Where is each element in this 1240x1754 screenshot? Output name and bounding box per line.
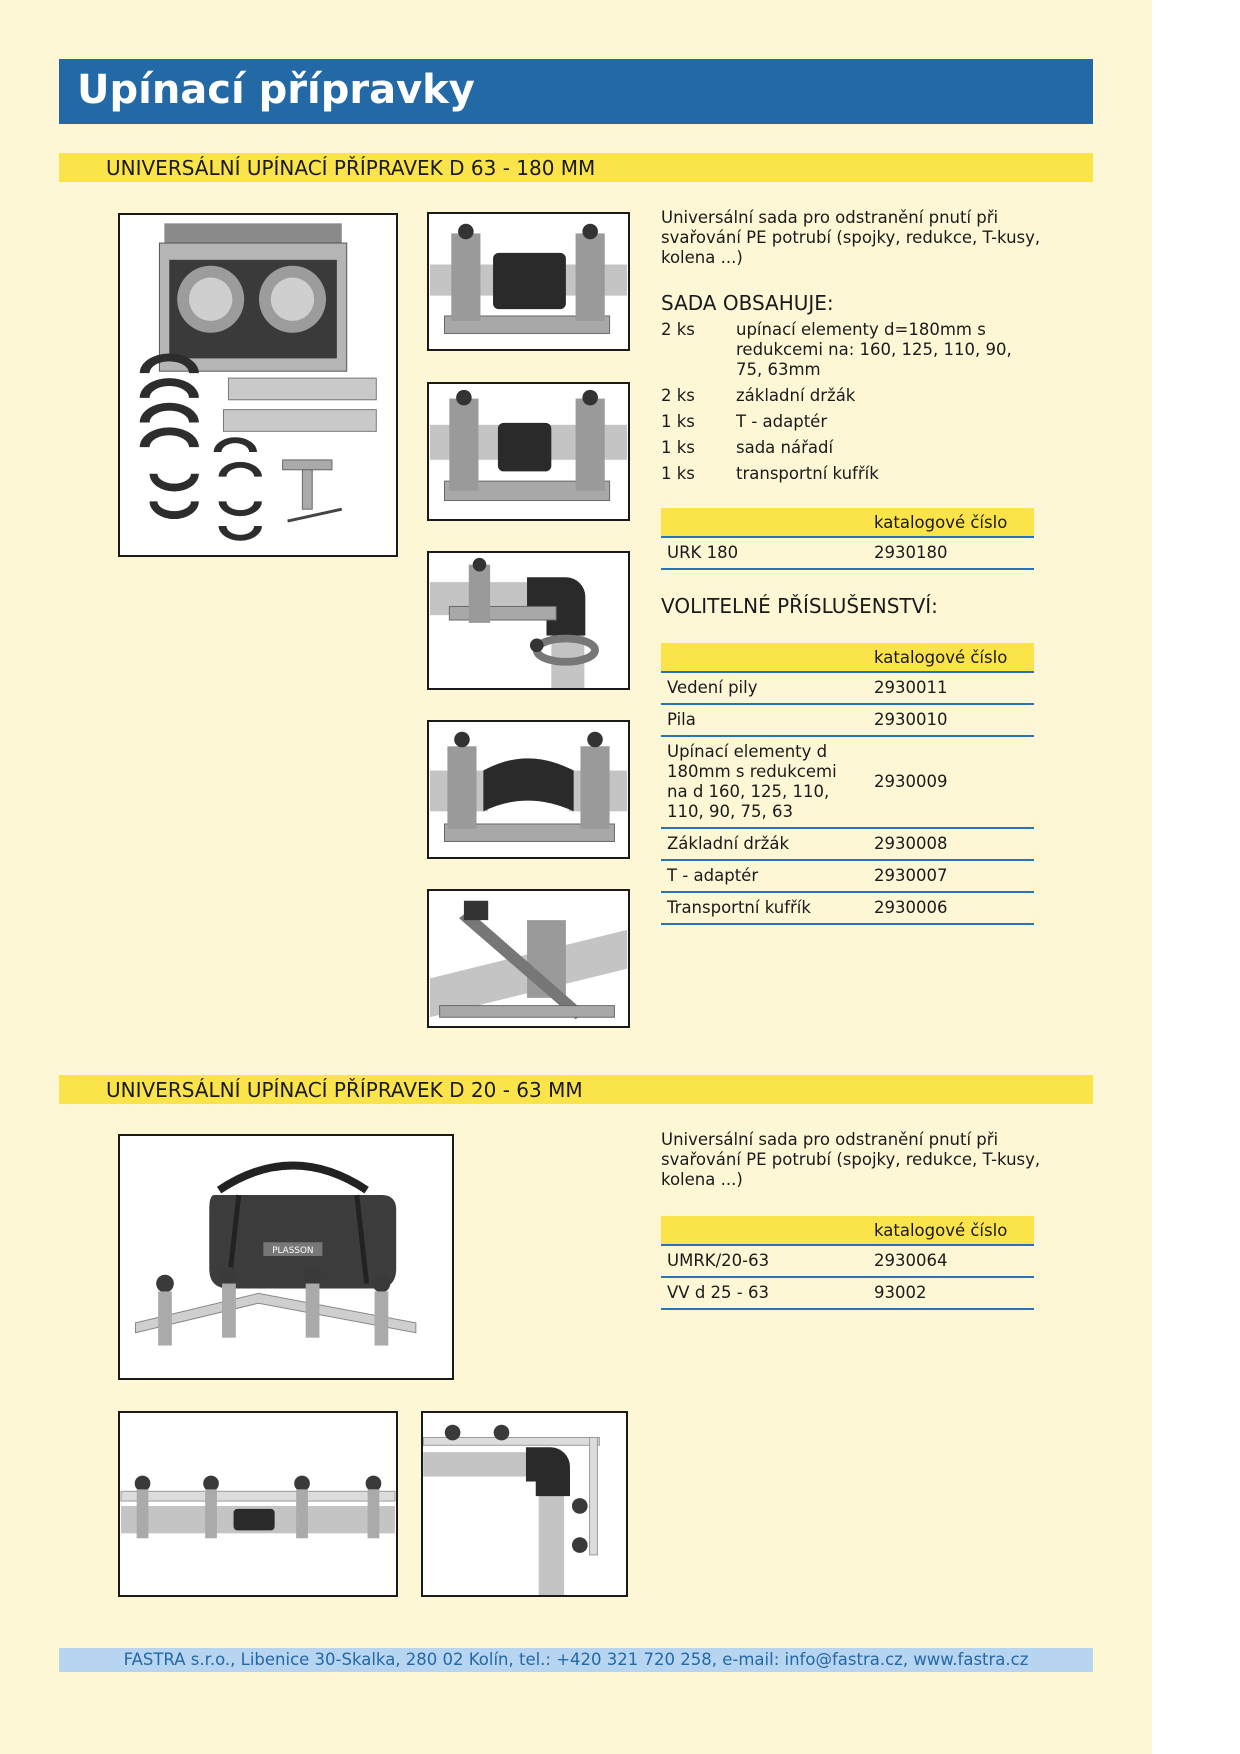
catalog-number: 2930006: [868, 892, 1034, 924]
kit-catalog-table: [661, 508, 1034, 570]
bag-brand-label: PLASSON: [272, 1246, 314, 1257]
catalog-number: 2930010: [868, 704, 1034, 736]
elbow-clamp-photo: [427, 551, 630, 690]
contents-row: [661, 438, 1036, 458]
accessory-name: Základní držák: [661, 828, 868, 860]
table-row: [661, 736, 1034, 828]
accessories-table: [661, 643, 1034, 925]
contents-row: [661, 412, 1036, 432]
catalog-number-header: katalogové číslo: [868, 1216, 1034, 1245]
bend-clamp-photo: [427, 720, 630, 859]
section2-heading: UNIVERSÁLNÍ UPÍNACÍ PŘÍPRAVEK D 20 - 63 MM: [106, 1078, 583, 1102]
contents-qty: 2 ks: [661, 386, 695, 405]
catalog-number: 2930008: [868, 828, 1034, 860]
table-row: [661, 860, 1034, 892]
catalog-number: 2930064: [868, 1245, 1034, 1277]
elbow-90-clamp-photo: [421, 1411, 628, 1597]
page-title-bar: [59, 59, 1093, 124]
table-row: [661, 1245, 1034, 1277]
contents-row: [661, 320, 1036, 380]
product-name: UMRK/20-63: [661, 1245, 868, 1277]
contents-row: [661, 464, 1036, 484]
accessory-name: Transportní kufřík: [661, 892, 868, 924]
contents-qty: 1 ks: [661, 438, 695, 457]
contents-list: [661, 320, 1036, 490]
contents-item: upínací elementy d=180mm s redukcemi na: 160, 125, 110, 90, 75, 63mm: [736, 320, 1012, 379]
section1-heading: UNIVERSÁLNÍ UPÍNACÍ PŘÍPRAVEK D 63 - 180 MM: [106, 156, 596, 180]
contents-row: [661, 386, 1036, 406]
table-row: [661, 704, 1034, 736]
accessory-name: T - adaptér: [661, 860, 868, 892]
kit-case-photo: [118, 213, 398, 557]
table-row: [661, 537, 1034, 569]
contents-qty: 1 ks: [661, 412, 695, 431]
catalog-number: 2930007: [868, 860, 1034, 892]
contents-heading: SADA OBSAHUJE:: [661, 291, 834, 315]
product-name: URK 180: [661, 537, 868, 569]
footer-contact-text: FASTRA s.r.o., Libenice 30-Skalka, 280 02 Kolín, tel.: +420 321 720 258, e-mail: info@fastra.cz, www.fastra.cz: [123, 1650, 1029, 1669]
accessory-name: Pila: [661, 704, 868, 736]
contents-item: transportní kufřík: [736, 464, 879, 483]
small-kit-bag-photo: [118, 1134, 454, 1380]
section2-description: Universální sada pro odstranění pnutí při svařování PE potrubí (spojky, redukce, T-kusy, kolena ...): [661, 1130, 1041, 1189]
catalog-number-header: katalogové číslo: [868, 508, 1034, 537]
contents-item: sada nářadí: [736, 438, 834, 457]
table-header-row: [661, 1216, 1034, 1245]
table-header-row: [661, 643, 1034, 672]
accessory-name: Upínací elementy d 180mm s redukcemi na d 160, 125, 110, 110, 90, 75, 63: [661, 736, 868, 828]
contents-qty: 2 ks: [661, 320, 695, 339]
reducer-clamp-photo: [427, 382, 630, 521]
table-header-row: [661, 508, 1034, 537]
accessories-heading: VOLITELNÉ PŘÍSLUŠENSTVÍ:: [661, 594, 938, 618]
catalog-number: 2930011: [868, 672, 1034, 704]
page-title: Upínací přípravky: [77, 67, 475, 113]
table-row: [661, 892, 1034, 924]
small-kit-catalog-table: [661, 1216, 1034, 1310]
catalog-number: 2930009: [868, 736, 1034, 828]
catalog-number: 2930180: [868, 537, 1034, 569]
straight-clamp-photo: [118, 1411, 398, 1597]
footer-contact-bar: [59, 1648, 1093, 1672]
contents-qty: 1 ks: [661, 464, 695, 483]
section2-heading-bar: [59, 1075, 1093, 1104]
table-row: [661, 672, 1034, 704]
contents-item: T - adaptér: [736, 412, 828, 431]
table-row: [661, 1277, 1034, 1309]
section1-description: Universální sada pro odstranění pnutí při svařování PE potrubí (spojky, redukce, T-kusy, kolena ...): [661, 208, 1041, 267]
table-row: [661, 828, 1034, 860]
catalog-number: 93002: [868, 1277, 1034, 1309]
catalog-number-header: katalogové číslo: [868, 643, 1034, 672]
coupler-clamp-photo: [427, 212, 630, 351]
accessory-name: Vedení pily: [661, 672, 868, 704]
contents-item: základní držák: [736, 386, 856, 405]
saw-guide-photo: [427, 889, 630, 1028]
section1-heading-bar: [59, 153, 1093, 182]
product-name: VV d 25 - 63: [661, 1277, 868, 1309]
